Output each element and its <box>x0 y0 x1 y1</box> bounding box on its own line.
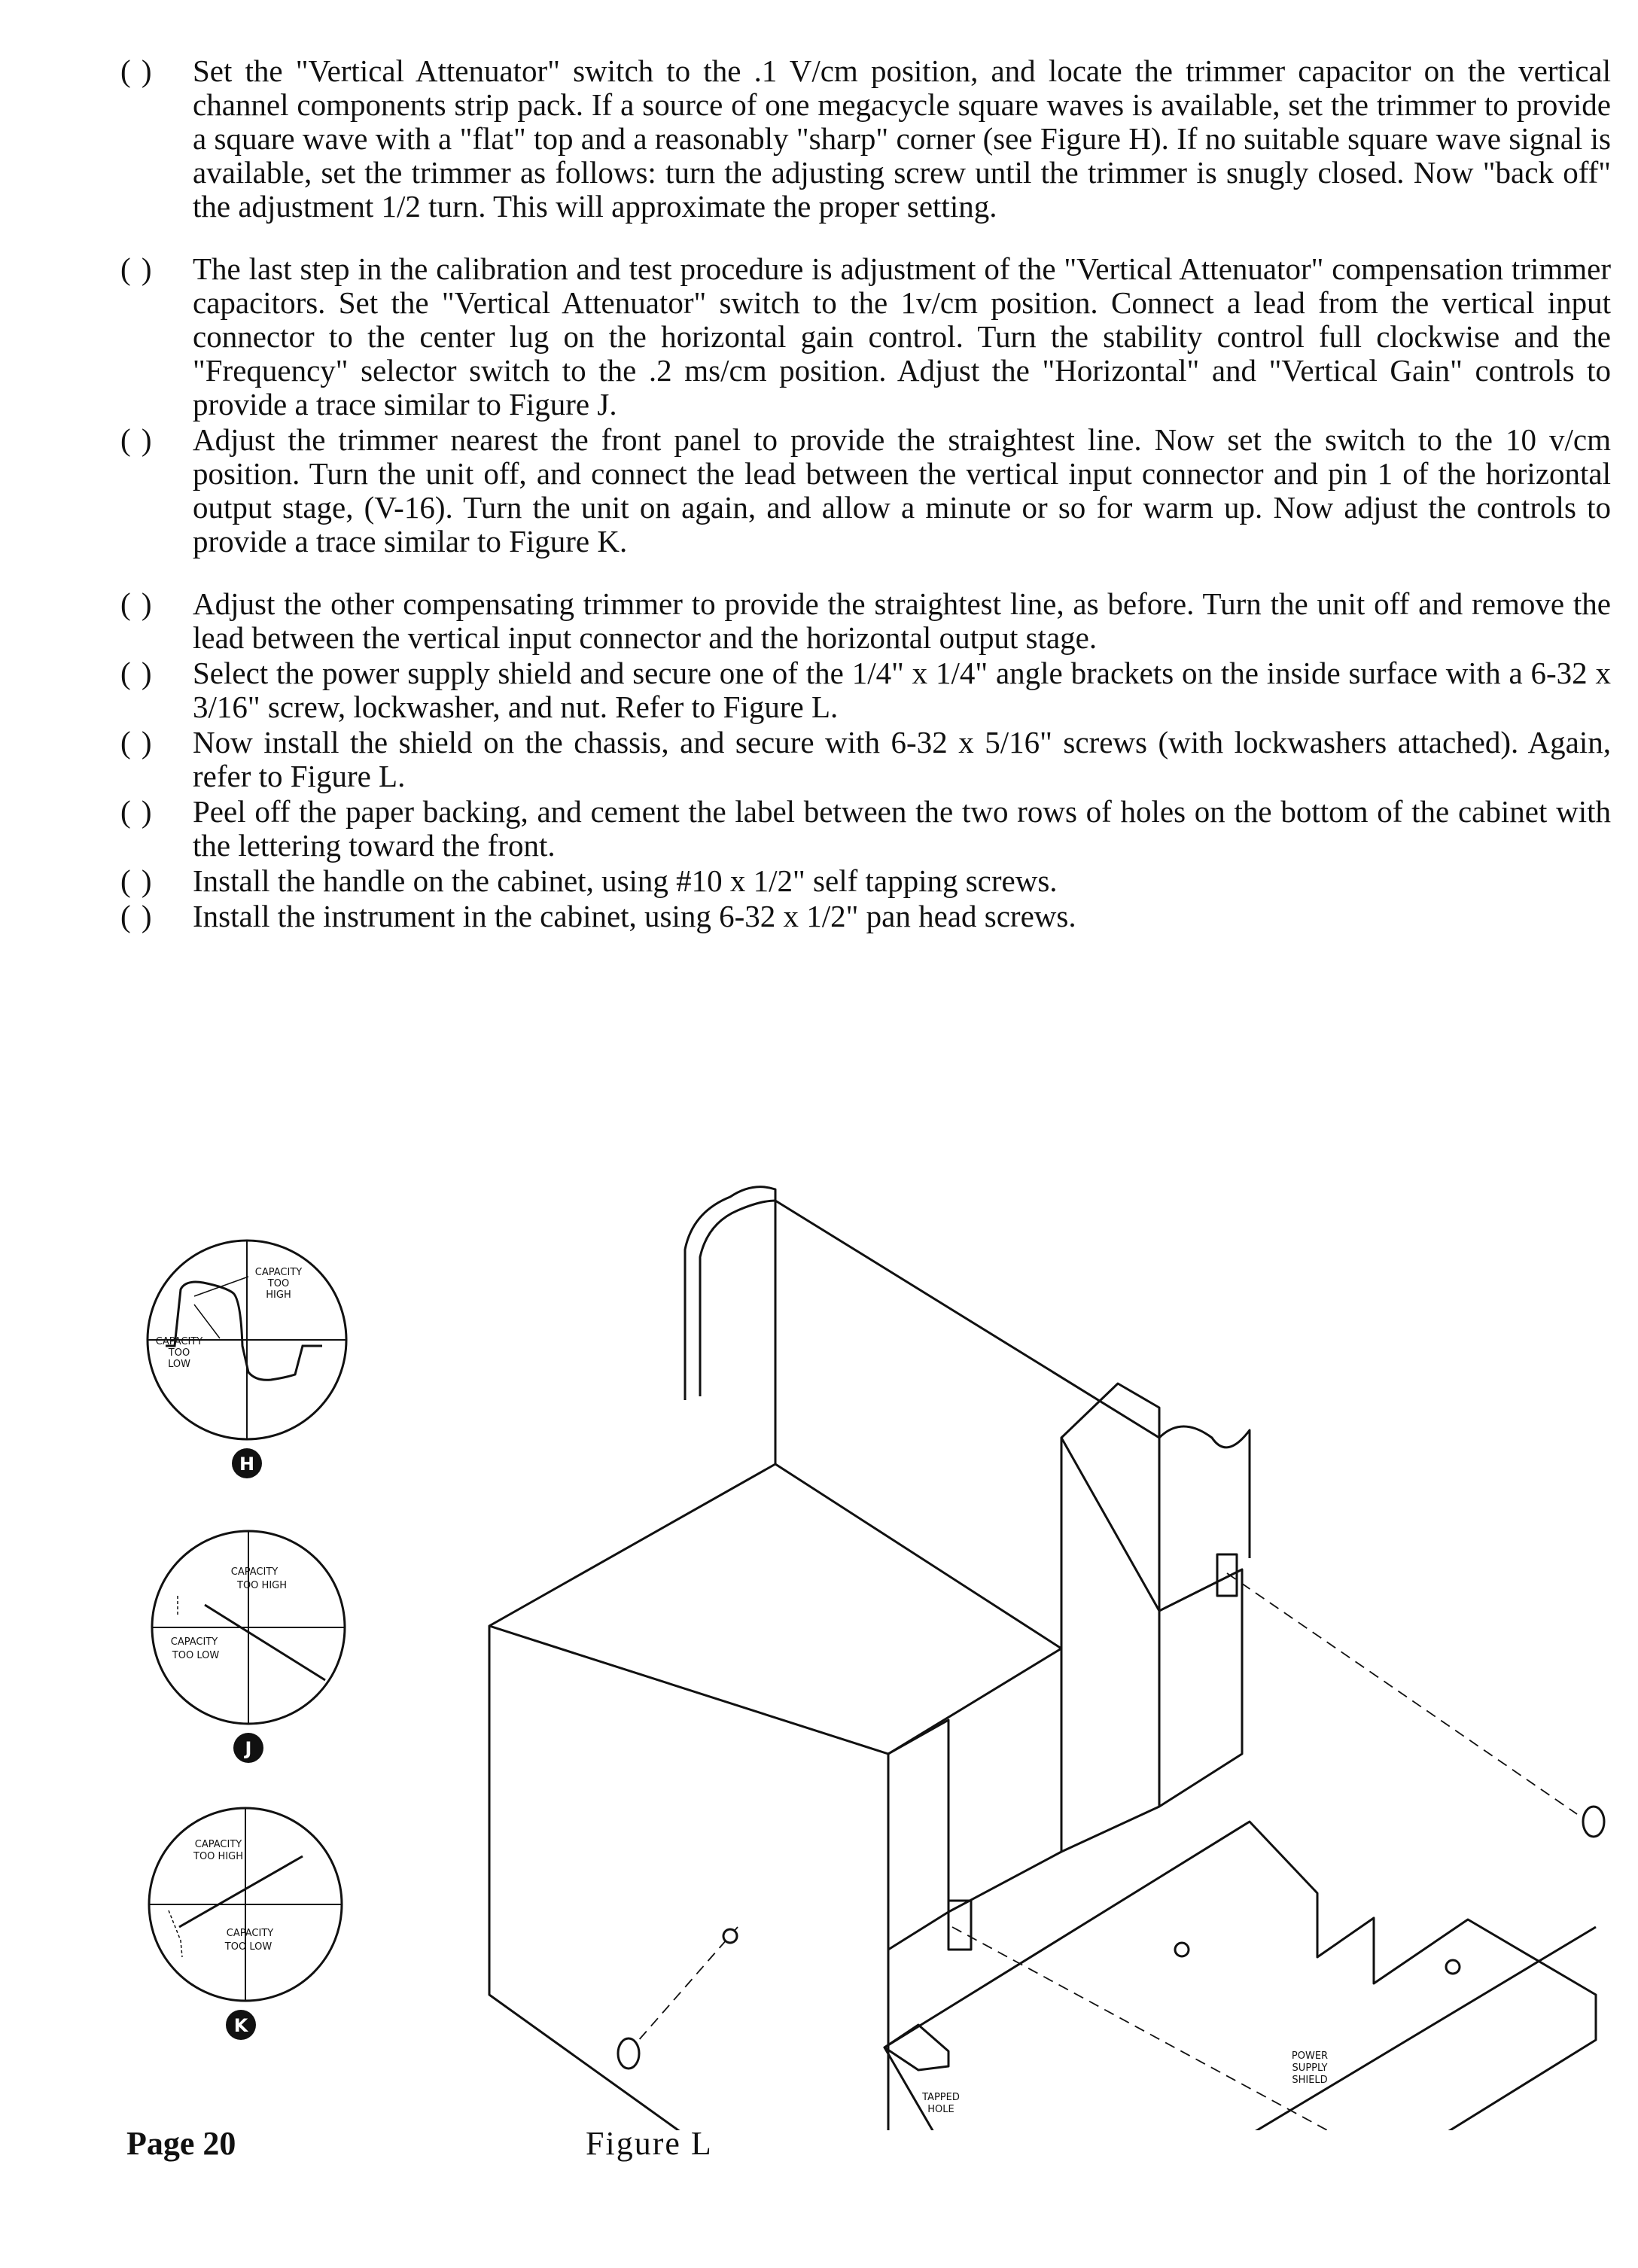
step-5 <box>120 656 1611 724</box>
svg-text:TOO HIGH: TOO HIGH <box>237 1580 287 1591</box>
svg-text:TOO: TOO <box>267 1278 290 1289</box>
step-text: Set the "Vertical Attenuator" switch to the .1 V/cm position, and locate the trimmer capacitor on the vertical channel components strip pack. If a source of one megacycle square waves is available, set the trimmer to provide a square wave with a "flat" top and a reasonably "sharp" corner (see Figure H). If no suitable square wave signal is available, set the trimmer as follows: turn the adjusting screw until the trimmer is snugly closed. Now "back off" the adjustment 1/2 turn. This will approximate the proper setting. <box>193 53 1611 224</box>
step-3 <box>120 423 1611 559</box>
checkbox[interactable]: ( ) <box>120 251 154 286</box>
diagonal-trace <box>179 1856 303 1927</box>
step-6 <box>120 726 1611 793</box>
svg-text:H: H <box>239 1454 255 1475</box>
svg-text:K: K <box>233 2015 248 2036</box>
checkbox[interactable]: ( ) <box>120 863 154 898</box>
chassis-top <box>489 1464 1061 1754</box>
figure-l <box>467 1167 1626 2130</box>
step-8 <box>120 864 1611 898</box>
checkbox[interactable]: ( ) <box>120 725 154 760</box>
svg-text:TOO: TOO <box>168 1347 190 1359</box>
checkbox[interactable]: ( ) <box>120 899 154 933</box>
chassis-back-panel <box>685 1187 1159 1611</box>
step-4 <box>120 587 1611 655</box>
svg-text:HIGH: HIGH <box>266 1289 291 1301</box>
page-number: Page 20 <box>126 2125 236 2162</box>
label-too-low: CAPACITY <box>155 1336 203 1347</box>
diagonal-trace <box>205 1605 325 1680</box>
figure-caption: Figure L <box>586 2125 713 2162</box>
screw-icon <box>618 2038 639 2069</box>
step-text: The last step in the calibration and test procedure is adjustment of the "Vertical Attenuator" compensation trimmer capacitors. Set the "Vertical Attenuator" switch to the 1v/cm position. Connect a lead from the vertical input connector to the center lug on the horizontal gain control. Turn the stability control full clockwise and the "Frequency" selector switch to the .2 ms/cm position. Adjust the "Horizontal" and "Vertical Gain" controls to provide a trace similar to Figure J. <box>193 251 1611 422</box>
checkbox[interactable]: ( ) <box>120 422 154 457</box>
instruction-list <box>120 54 1611 935</box>
svg-text:HOLE: HOLE <box>927 2104 954 2115</box>
svg-text:LOW: LOW <box>168 1359 190 1370</box>
svg-text:SHIELD: SHIELD <box>1292 2075 1328 2086</box>
step-text: Install the handle on the cabinet, using #10 x 1/2" self tapping screws. <box>193 863 1058 898</box>
svg-text:TOO HIGH: TOO HIGH <box>193 1851 243 1862</box>
label-too-high: CAPACITY <box>230 1566 279 1578</box>
label-too-low: CAPACITY <box>170 1636 218 1648</box>
label-too-high: CAPACITY <box>194 1839 242 1850</box>
figure-k <box>135 1799 361 2047</box>
step-text: Peel off the paper backing, and cement the label between the two rows of holes on the bottom of the cabinet with the lettering toward the front. <box>193 794 1611 863</box>
step-7 <box>120 795 1611 863</box>
step-1 <box>120 54 1611 224</box>
label-power-supply-shield: POWER <box>1291 2050 1329 2062</box>
step-text: Select the power supply shield and secure one of the 1/4" x 1/4" angle brackets on the inside surface with a 6-32 x 3/16" screw, lockwasher, and nut. Refer to Figure L. <box>193 656 1611 724</box>
svg-text:TOO LOW: TOO LOW <box>172 1650 220 1661</box>
step-text: Now install the shield on the chassis, and secure with 6-32 x 5/16" screws (with lockwashers attached). Again, refer to Figure L. <box>193 725 1611 793</box>
label-tapped-hole: TAPPED <box>922 2092 960 2103</box>
checkbox[interactable]: ( ) <box>120 586 154 621</box>
step-text: Adjust the other compensating trimmer to provide the straightest line, as before. Turn the unit off and remove the lead between the vertical input connector and the horizontal output stage. <box>193 586 1611 655</box>
step-text: Adjust the trimmer nearest the front panel to provide the straightest line. Now set the switch to the 10 v/cm position. Turn the unit off, and connect the lead between the vertical input connector and pin 1 of the horizontal output stage, (V-16). Turn the unit on again, and allow a minute or so for warm up. Now adjust the controls to provide a trace similar to Figure K. <box>193 422 1611 559</box>
svg-text:TOO LOW: TOO LOW <box>224 1941 272 1953</box>
label-too-low: CAPACITY <box>226 1928 274 1939</box>
screw-icon <box>1583 1807 1604 1837</box>
step-9 <box>120 900 1611 933</box>
checkbox[interactable]: ( ) <box>120 53 154 88</box>
step-2 <box>120 252 1611 422</box>
svg-text:J: J <box>245 1738 252 1759</box>
step-text: Install the instrument in the cabinet, using 6-32 x 1/2" pan head screws. <box>193 899 1076 933</box>
label-too-high: CAPACITY <box>254 1267 303 1278</box>
chassis-left-face <box>489 1626 888 2130</box>
figure-j <box>135 1521 361 1769</box>
figure-h <box>135 1233 361 1481</box>
checkbox[interactable]: ( ) <box>120 794 154 829</box>
power-supply-shield <box>884 1822 1596 2130</box>
svg-text:SUPPLY: SUPPLY <box>1292 2063 1328 2074</box>
checkbox[interactable]: ( ) <box>120 656 154 690</box>
